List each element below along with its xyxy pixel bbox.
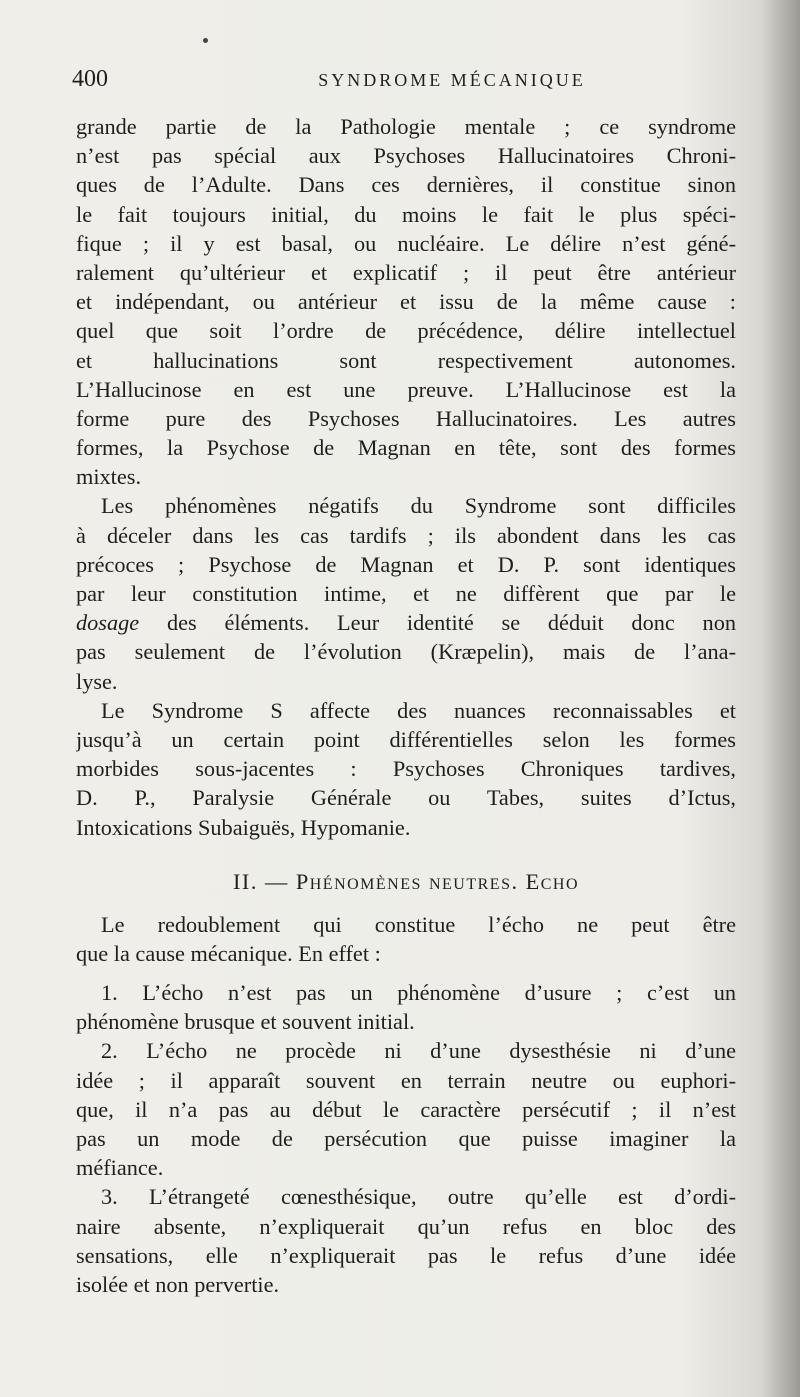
text-line: jusqu’à un certain point différentielles selon les formes [76,726,736,752]
text-line: L’Hallucinose en est une preuve. L’Hallucinose est la [76,376,736,402]
text-line: morbides sous-jacentes : Psychoses Chroniques tardives, [76,756,736,782]
text-line: et indépendant, ou antérieur et issu de la même cause : [76,289,736,315]
text-line: Les phénomènes négatifs du Syndrome sont difficiles [101,493,736,519]
italic-word: dosage [76,610,140,636]
body-text [76,112,736,1299]
text-line: ques de l’Adulte. Dans ces dernières, il constitue sinon [76,172,736,198]
section-heading: II. — Phénomènes neutres. Echo [232,868,580,894]
text-line: Le Syndrome S affecte des nuances reconnaissables et [101,697,736,723]
page-header [72,66,742,98]
text-line: isolée et non pervertie. [76,1271,280,1297]
text-line: phénomène brusque et souvent initial. [76,1009,415,1035]
text-line: D. P., Paralysie Générale ou Tabes, suites d’Ictus, [76,785,736,811]
text-line: que la cause mécanique. En effet : [76,940,381,966]
text-line: formes, la Psychose de Magnan en tête, sont des formes [76,435,736,461]
text-line: et hallucinations sont respectivement autonomes. [76,347,736,373]
text-line: ralement qu’ultérieur et explicatif ; il peut être antérieur [76,259,736,285]
text-line-with-italic [76,608,736,637]
text-line: quel que soit l’ordre de précédence, délire intellectuel [76,318,736,344]
ink-speck [203,38,208,43]
text-line: idée ; il apparaît souvent en terrain neutre ou euphori- [76,1067,736,1093]
text-line: Intoxications Subaiguës, Hypomanie. [76,814,411,840]
text-fragment: des éléments. Leur identité se déduit donc non [139,610,736,636]
text-line: n’est pas spécial aux Psychoses Hallucinatoires Chroni- [76,143,736,169]
text-line: 1. L’écho n’est pas un phénomène d’usure ; c’est un [101,980,736,1006]
text-line: lyse. [76,668,118,694]
text-line: grande partie de la Pathologie mentale ; ce syndrome [76,114,736,139]
text-line: pas seulement de l’évolution (Kræpelin), mais de l’ana- [76,639,736,665]
text-line: mixtes. [76,464,142,490]
text-line: par leur constitution intime, et ne diffèrent que par le [76,581,736,606]
text-line: le fait toujours initial, du moins le fait le plus spéci- [76,201,736,227]
text-line: 2. L’écho ne procède ni d’une dysesthésie ni d’une [101,1038,736,1064]
text-line: à déceler dans les cas tardifs ; ils abondent dans les cas [76,522,736,548]
page-number: 400 [72,66,108,92]
text-line: naire absente, n’expliquerait qu’un refus en bloc des [76,1213,736,1239]
text-line: 3. L’étrangeté cœnesthésique, outre qu’elle est d’ordi- [101,1184,736,1210]
paragraph-gap [76,968,736,978]
text-line: Le redoublement qui constitue l’écho ne peut être [101,911,736,937]
text-line: sensations, elle n’expliquerait pas le refus d’une idée [76,1242,736,1268]
text-line: forme pure des Psychoses Hallucinatoires. Les autres [76,405,736,431]
text-line: fique ; il y est basal, ou nucléaire. Le délire n’est géné- [76,230,736,256]
text-line: précoces ; Psychose de Magnan et D. P. sont identiques [76,551,736,577]
text-line: pas un mode de persécution que puisse imaginer la [76,1126,736,1151]
running-title: SYNDROME MÉCANIQUE [318,70,586,90]
text-line: méfiance. [76,1155,164,1181]
text-line: que, il n’a pas au début le caractère persécutif ; il n’est [76,1096,736,1122]
